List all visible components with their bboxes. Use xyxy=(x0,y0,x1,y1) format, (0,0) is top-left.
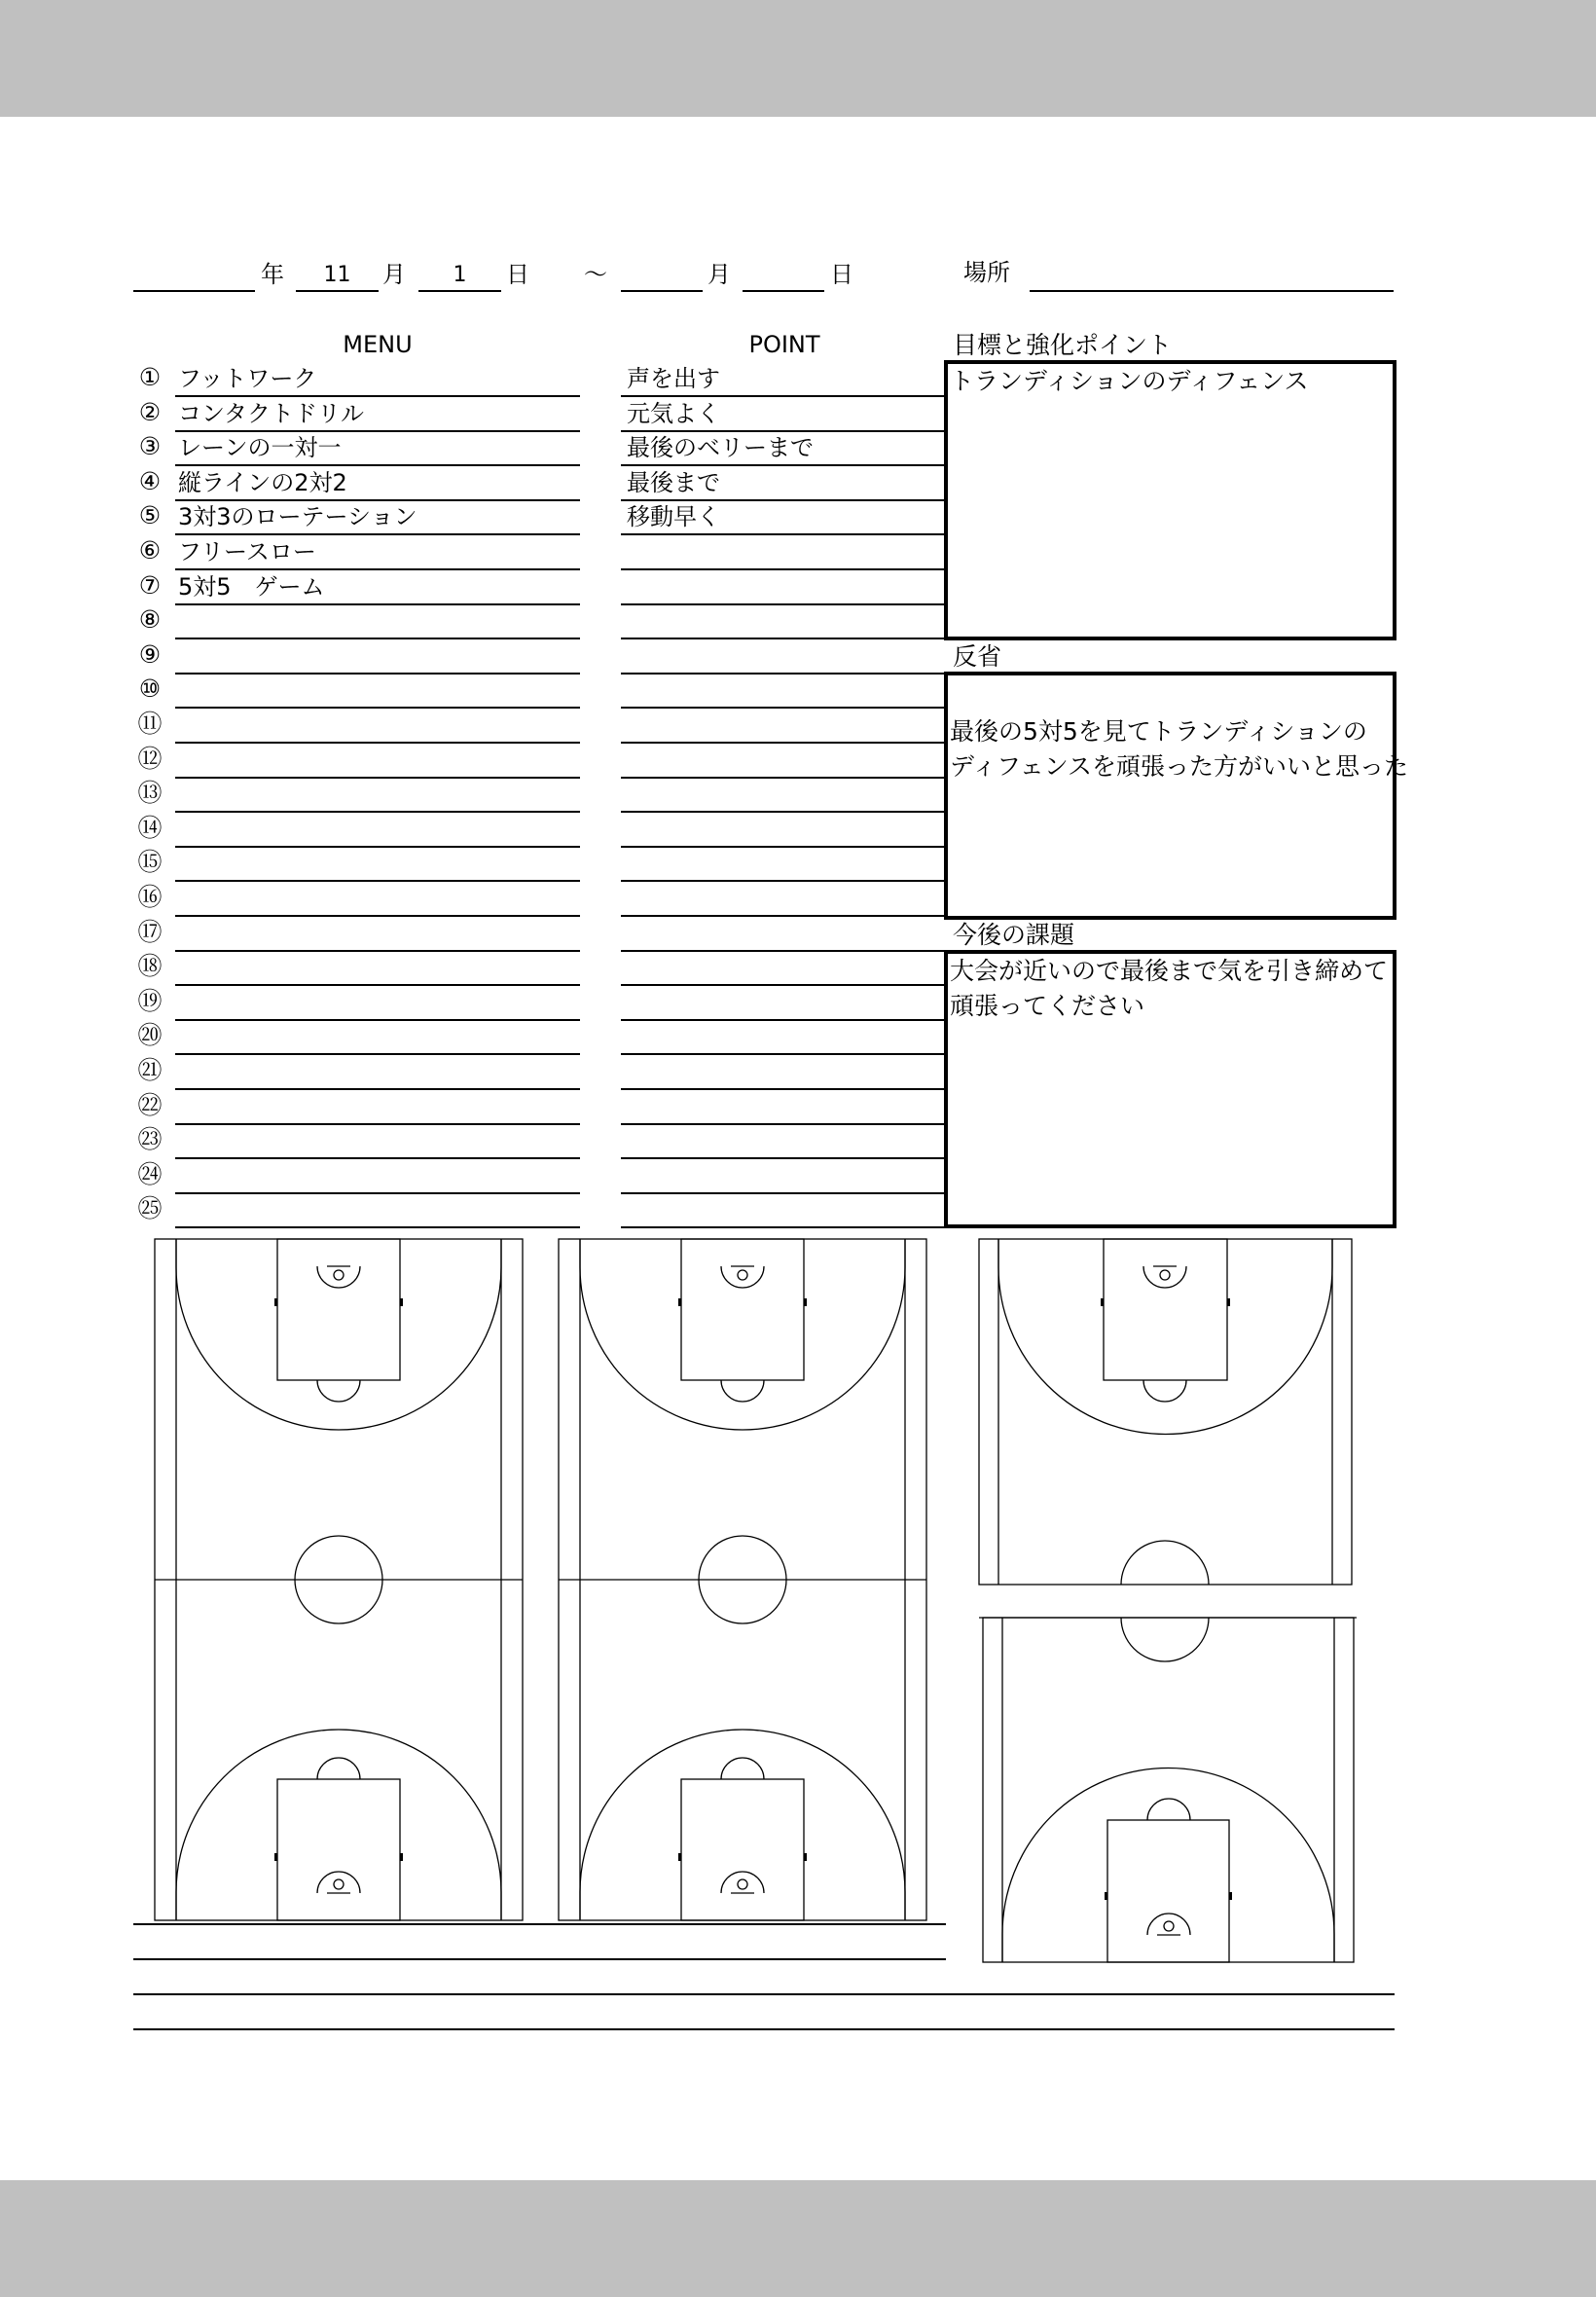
row-number: ㉕ xyxy=(137,1194,163,1222)
point-entry[interactable] xyxy=(621,431,946,466)
goal-text: トランディションのディフェンス xyxy=(950,367,1309,395)
point-entry[interactable] xyxy=(621,674,946,709)
point-entry[interactable] xyxy=(621,535,946,570)
point-entry[interactable] xyxy=(621,570,946,605)
menu-entry-text: レーンの一対一 xyxy=(178,434,342,461)
point-entry-text: 移動早く xyxy=(627,503,720,530)
reflection-text: 最後の5対5を見てトランディションの ディフェンスを頑張った方がいいと思った xyxy=(950,717,1409,781)
point-entry[interactable] xyxy=(621,466,946,501)
row-number: ㉑ xyxy=(137,1056,163,1084)
end-month-label: 月 xyxy=(707,261,731,288)
row-number: ⑳ xyxy=(137,1021,163,1049)
reflection-box[interactable] xyxy=(944,672,1409,920)
point-entry[interactable] xyxy=(621,744,946,779)
point-entry[interactable] xyxy=(621,1020,946,1055)
end-day-label: 日 xyxy=(830,261,853,288)
menu-entry[interactable] xyxy=(175,535,580,570)
menu-entry[interactable] xyxy=(175,431,580,466)
reflection-heading: 反省 xyxy=(953,642,1002,671)
row-number: ② xyxy=(138,398,162,426)
point-entry[interactable] xyxy=(621,1124,946,1159)
menu-entry[interactable] xyxy=(175,917,580,952)
menu-entry[interactable] xyxy=(175,674,580,709)
point-entry[interactable] xyxy=(621,986,946,1021)
year-label: 年 xyxy=(261,261,284,288)
notes-line-1[interactable] xyxy=(133,1923,946,1925)
point-entry-text: 声を出す xyxy=(627,365,720,392)
menu-entry[interactable] xyxy=(175,744,580,779)
menu-entry-text: 5対5 ゲーム xyxy=(178,573,325,601)
row-number: ⑱ xyxy=(137,952,163,980)
menu-entry[interactable] xyxy=(175,813,580,848)
row-number: ㉒ xyxy=(137,1091,163,1119)
month-label: 月 xyxy=(382,261,406,288)
row-number: ⑬ xyxy=(137,779,163,807)
place-label: 場所 xyxy=(963,259,1010,286)
row-number: ⑤ xyxy=(138,501,162,529)
point-entry[interactable] xyxy=(621,917,946,952)
day-field[interactable]: 1 xyxy=(418,263,501,292)
notes-line-4[interactable] xyxy=(133,2028,1395,2030)
row-number: ① xyxy=(138,363,162,391)
goal-heading: 目標と強化ポイント xyxy=(953,331,1173,359)
menu-entry[interactable] xyxy=(175,986,580,1021)
point-entry-text: 最後のベリーまで xyxy=(627,434,814,461)
point-entry[interactable] xyxy=(621,1090,946,1125)
row-number: ③ xyxy=(138,432,162,460)
menu-entry[interactable] xyxy=(175,709,580,744)
menu-entry[interactable] xyxy=(175,778,580,813)
point-entry[interactable] xyxy=(621,813,946,848)
row-number: ⑨ xyxy=(138,640,162,669)
tasks-text: 大会が近いので最後まで気を引き締めて 頑張ってください xyxy=(950,957,1389,1020)
tasks-box[interactable] xyxy=(944,950,1396,1228)
goal-box[interactable] xyxy=(944,360,1396,640)
point-entry[interactable] xyxy=(621,847,946,882)
half-court-diagram-top[interactable] xyxy=(977,1238,1357,1588)
row-number: ⑮ xyxy=(137,848,163,876)
point-entry[interactable] xyxy=(621,500,946,535)
point-entry[interactable] xyxy=(621,709,946,744)
menu-entry[interactable] xyxy=(175,466,580,501)
row-number: ㉓ xyxy=(137,1125,163,1153)
row-number: ⑭ xyxy=(137,814,163,842)
point-entry[interactable] xyxy=(621,1159,946,1194)
point-entry[interactable] xyxy=(621,778,946,813)
point-entry[interactable] xyxy=(621,1055,946,1090)
range-tilde: ～ xyxy=(584,261,607,288)
month-field[interactable]: 11 xyxy=(296,263,379,292)
point-entry[interactable] xyxy=(621,604,946,639)
full-court-diagram-1[interactable] xyxy=(154,1238,524,1921)
tasks-heading: 今後の課題 xyxy=(953,921,1075,949)
menu-entry-text: 縦ラインの2対2 xyxy=(178,469,347,496)
point-entry[interactable] xyxy=(621,397,946,432)
notes-line-3[interactable] xyxy=(133,1993,1395,1995)
point-entry[interactable] xyxy=(621,951,946,986)
menu-entry[interactable] xyxy=(175,882,580,917)
practice-sheet xyxy=(0,117,1596,2180)
place-field[interactable] xyxy=(1030,263,1394,292)
menu-entry[interactable] xyxy=(175,1159,580,1194)
row-number: ⑰ xyxy=(137,918,163,946)
row-number: ㉔ xyxy=(137,1160,163,1188)
row-number: ⑩ xyxy=(138,675,162,703)
row-number: ⑪ xyxy=(137,710,163,738)
end-day-field[interactable] xyxy=(743,263,824,292)
menu-entry-text: フリースロー xyxy=(178,538,316,565)
menu-entry[interactable] xyxy=(175,951,580,986)
point-entry[interactable] xyxy=(621,639,946,675)
menu-entry-text: フットワーク xyxy=(178,365,317,392)
year-field[interactable] xyxy=(133,263,255,292)
menu-entry[interactable] xyxy=(175,847,580,882)
row-number: ⑦ xyxy=(138,571,162,600)
point-entry[interactable] xyxy=(621,1193,946,1228)
menu-entry[interactable] xyxy=(175,397,580,432)
notes-line-2[interactable] xyxy=(133,1958,946,1960)
menu-entry-text: 3対3のローテーション xyxy=(178,503,417,530)
menu-entry[interactable] xyxy=(175,570,580,605)
menu-entry[interactable] xyxy=(175,500,580,535)
menu-entry-text: コンタクトドリル xyxy=(178,400,365,427)
row-number: ⑥ xyxy=(138,536,162,565)
menu-entry[interactable] xyxy=(175,362,580,397)
menu-entry[interactable] xyxy=(175,1124,580,1159)
menu-entry[interactable] xyxy=(175,604,580,639)
menu-entry[interactable] xyxy=(175,639,580,675)
day-label: 日 xyxy=(506,261,529,288)
point-column-heading: POINT xyxy=(748,331,820,358)
row-number: ④ xyxy=(138,467,162,495)
point-entry[interactable] xyxy=(621,362,946,397)
row-number: ⑧ xyxy=(138,605,162,634)
row-number: ⑲ xyxy=(137,987,163,1015)
row-number: ⑫ xyxy=(137,745,163,773)
menu-entry[interactable] xyxy=(175,1193,580,1228)
half-court-diagram-bottom[interactable] xyxy=(977,1614,1357,1966)
menu-entry[interactable] xyxy=(175,1055,580,1090)
row-number: ⑯ xyxy=(137,883,163,911)
menu-entry[interactable] xyxy=(175,1020,580,1055)
end-month-field[interactable] xyxy=(621,263,703,292)
point-entry-text: 最後まで xyxy=(627,469,720,496)
point-entry-text: 元気よく xyxy=(627,400,720,427)
menu-entry[interactable] xyxy=(175,1090,580,1125)
menu-column-heading: MENU xyxy=(343,331,413,358)
point-entry[interactable] xyxy=(621,882,946,917)
full-court-diagram-2[interactable] xyxy=(558,1238,927,1921)
